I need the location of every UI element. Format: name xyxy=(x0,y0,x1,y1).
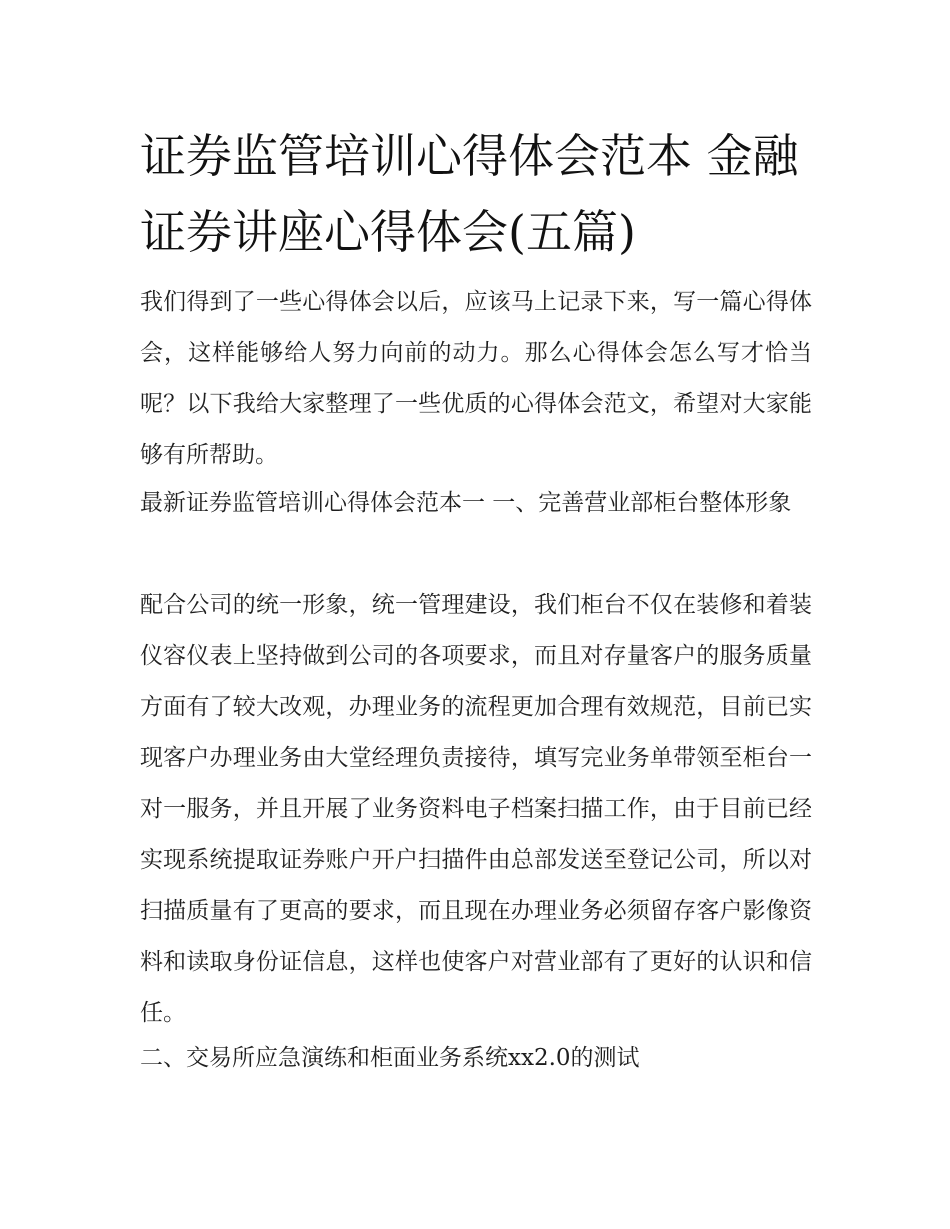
document-title: 证券监管培训心得体会范本 金融证券讲座心得体会(五篇) xyxy=(140,129,799,259)
intro-paragraph: 我们得到了一些心得体会以后，应该马上记录下来，写一篇心得体会，这样能够给人努力向前的动力。那么心得体会怎么写才恰当呢？以下我给大家整理了一些优质的心得体会范文，希望对大家能够有所帮助。 xyxy=(140,289,812,468)
body-paragraph-1: 配合公司的统一形象，统一管理建设，我们柜台不仅在装修和着装仪容仪表上坚持做到公司的各项要求，而且对存量客户的服务质量方面有了较大改观，办理业务的流程更加合理有效规范，目前已实现客户办理业务由大堂经理负责接待，填写完业务单带领至柜台一对一服务，并且开展了业务资料电子档案扫描工作，由于目前已经实现系统提取证券账户开户扫描件由总部发送至登记公司，所以对扫描质量有了更高的要求，而且现在办理业务必须留存客户影像资料和读取身份证信息，这样也使客户对营业部有了更好的认识和信任。 xyxy=(140,592,812,1026)
section-heading-2: 二、交易所应急演练和柜面业务系统xx2.0的测试 xyxy=(140,1045,640,1071)
section-heading-1: 最新证券监管培训心得体会范本一 一、完善营业部柜台整体形象 xyxy=(140,490,792,516)
